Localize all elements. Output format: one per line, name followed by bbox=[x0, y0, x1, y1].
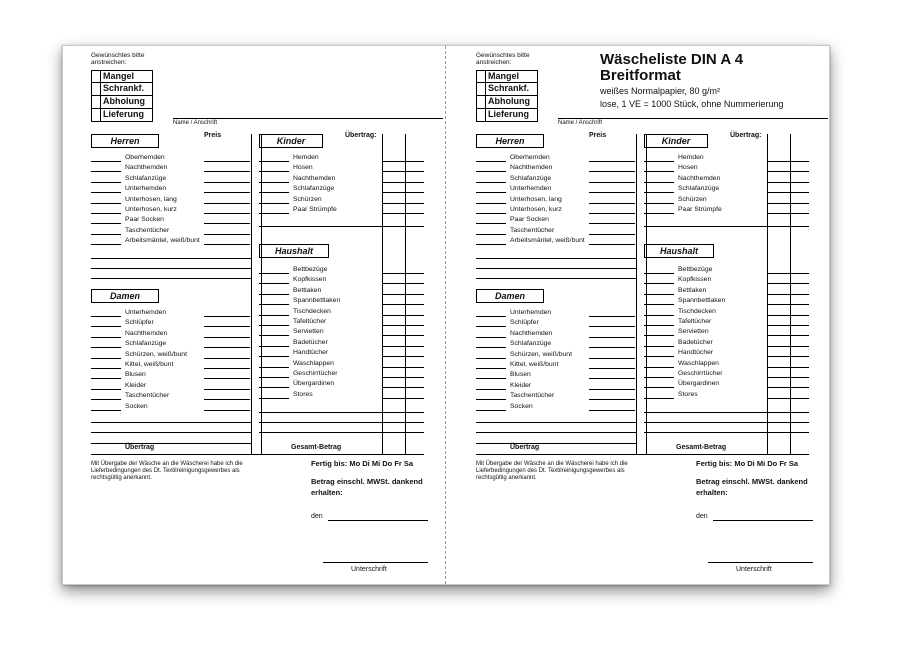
list-item[interactable]: Socken bbox=[91, 402, 251, 412]
list-item[interactable]: Taschentücher bbox=[91, 391, 251, 401]
list-item[interactable]: Schürzen, weiß/bunt bbox=[476, 350, 636, 360]
address-line[interactable] bbox=[173, 118, 443, 119]
address-line[interactable] bbox=[558, 118, 828, 119]
list-item[interactable]: Hosen bbox=[259, 163, 424, 173]
list-item[interactable]: Blusen bbox=[476, 370, 636, 380]
form-title: Wäscheliste DIN A 4 bbox=[600, 51, 744, 68]
laundry-form-sheet bbox=[62, 45, 830, 585]
form-page-right bbox=[468, 46, 840, 584]
list-item[interactable]: Übergardinen bbox=[259, 379, 424, 389]
form-page-left bbox=[83, 46, 455, 584]
list-item[interactable]: Handtücher bbox=[644, 348, 809, 358]
list-item[interactable]: Waschlappen bbox=[259, 359, 424, 369]
list-item[interactable]: Kopfkissen bbox=[259, 275, 424, 285]
list-item[interactable]: Schlüpfer bbox=[91, 318, 251, 328]
list-item[interactable]: Hosen bbox=[644, 163, 809, 173]
list-item[interactable]: Schlafanzüge bbox=[91, 174, 251, 184]
list-item[interactable]: Geschirrtücher bbox=[259, 369, 424, 379]
carryover-label: Übertrag: bbox=[730, 132, 762, 139]
list-item[interactable]: Unterhemden bbox=[91, 184, 251, 194]
date-line bbox=[328, 520, 428, 521]
list-item[interactable]: Tischdecken bbox=[259, 307, 424, 317]
section-haushalt-header: Haushalt bbox=[644, 244, 714, 258]
signature-label: Unterschrift bbox=[351, 566, 387, 573]
fertig-bis-days: Fertig bis: Mo Di Mi Do Fr Sa bbox=[311, 459, 414, 468]
list-item[interactable]: Servietten bbox=[259, 327, 424, 337]
list-item[interactable]: Unterhosen, kurz bbox=[91, 205, 251, 215]
list-item[interactable]: Tischdecken bbox=[644, 307, 809, 317]
list-item[interactable]: Unterhemden bbox=[476, 184, 636, 194]
list-item[interactable]: Kittel, weiß/bunt bbox=[476, 360, 636, 370]
signature-label: Unterschrift bbox=[736, 566, 772, 573]
option-schrankfertig[interactable]: Schrankf. bbox=[91, 83, 153, 96]
terms-text: Mit Übergabe der Wäsche an die Wäscherei habe ich die Lieferbedingungen des Dt. Textilreinigungsgewerbes als rechtsgültig anerkannt. bbox=[476, 461, 628, 481]
list-item[interactable]: Unterhosen, lang bbox=[476, 195, 636, 205]
list-item[interactable]: Handtücher bbox=[259, 348, 424, 358]
section-damen-header: Damen bbox=[476, 289, 544, 303]
list-item[interactable]: Bettbezüge bbox=[644, 265, 809, 275]
section-herren-header: Herren bbox=[91, 134, 159, 148]
option-mangel[interactable]: Mangel bbox=[476, 70, 538, 83]
list-item[interactable]: Oberhemden bbox=[91, 153, 251, 163]
terms-text: Mit Übergabe der Wäsche an die Wäscherei habe ich die Lieferbedingungen des Dt. Textilreinigungsgewerbes als rechtsgültig anerkannt. bbox=[91, 461, 243, 481]
list-item[interactable]: Arbeitsmäntel, weiß/bunt bbox=[91, 236, 251, 246]
list-item[interactable]: Schlafanzüge bbox=[644, 184, 809, 194]
option-abholung[interactable]: Abholung bbox=[476, 96, 538, 109]
list-item[interactable]: Nachthemden bbox=[644, 174, 809, 184]
option-lieferung[interactable]: Lieferung bbox=[91, 109, 153, 122]
price-column-label: Preis bbox=[589, 132, 607, 139]
section-kinder-header: Kinder bbox=[644, 134, 708, 148]
choose-label: Gewünschtes bitte anstreichen: bbox=[91, 52, 145, 66]
haushalt-items bbox=[644, 265, 809, 400]
choose-label: Gewünschtes bitte anstreichen: bbox=[476, 52, 530, 66]
list-item[interactable]: Schürzen bbox=[644, 195, 809, 205]
date-label: den bbox=[696, 513, 708, 520]
list-item[interactable]: Nachthemden bbox=[476, 329, 636, 339]
section-herren-header: Herren bbox=[476, 134, 544, 148]
signature-line bbox=[323, 562, 428, 563]
list-item[interactable]: Schürzen, weiß/bunt bbox=[91, 350, 251, 360]
list-item[interactable]: Tafeltücher bbox=[259, 317, 424, 327]
list-item[interactable]: Oberhemden bbox=[476, 153, 636, 163]
list-item[interactable]: Unterhosen, kurz bbox=[476, 205, 636, 215]
list-item[interactable]: Badetücher bbox=[259, 338, 424, 348]
list-item[interactable]: Schlafanzüge bbox=[476, 339, 636, 349]
list-item[interactable]: Socken bbox=[476, 402, 636, 412]
option-checkboxes bbox=[91, 70, 153, 122]
list-item[interactable]: Bettbezüge bbox=[259, 265, 424, 275]
list-item[interactable]: Unterhemden bbox=[91, 308, 251, 318]
address-label: Name / Anschrift bbox=[558, 120, 603, 126]
list-item[interactable]: Stores bbox=[644, 390, 809, 400]
list-item[interactable]: Waschlappen bbox=[644, 359, 809, 369]
haushalt-items bbox=[259, 265, 424, 400]
payment-received-label: Betrag einschl. MWSt. dankend erhalten: bbox=[696, 477, 808, 497]
list-item[interactable]: Bettlaken bbox=[644, 286, 809, 296]
packaging-spec: lose, 1 VE = 1000 Stück, ohne Nummerierung bbox=[600, 99, 784, 109]
list-item[interactable]: Kleider bbox=[91, 381, 251, 391]
list-item[interactable]: Nachthemden bbox=[259, 174, 424, 184]
paper-spec: weißes Normalpapier, 80 g/m² bbox=[600, 86, 721, 96]
list-item[interactable]: Hemden bbox=[644, 153, 809, 163]
list-item[interactable]: Übergardinen bbox=[644, 379, 809, 389]
form-subtitle: Breitformat bbox=[600, 67, 681, 84]
list-item[interactable]: Schlüpfer bbox=[476, 318, 636, 328]
uebertrag-label: Übertrag bbox=[125, 444, 155, 451]
uebertrag-label: Übertrag bbox=[510, 444, 540, 451]
list-item[interactable]: Schlafanzüge bbox=[91, 339, 251, 349]
list-item[interactable]: Arbeitsmäntel, weiß/bunt bbox=[476, 236, 636, 246]
section-damen-header: Damen bbox=[91, 289, 159, 303]
date-line bbox=[713, 520, 813, 521]
list-item[interactable]: Servietten bbox=[644, 327, 809, 337]
list-item[interactable]: Hemden bbox=[259, 153, 424, 163]
list-item[interactable]: Schlafanzüge bbox=[476, 174, 636, 184]
list-item[interactable]: Schlafanzüge bbox=[259, 184, 424, 194]
list-item[interactable]: Stores bbox=[259, 390, 424, 400]
list-item[interactable]: Paar Socken bbox=[476, 215, 636, 225]
list-item[interactable]: Kittel, weiß/bunt bbox=[91, 360, 251, 370]
list-item[interactable]: Paar Strümpfe bbox=[259, 205, 424, 215]
gesamt-betrag-label: Gesamt-Betrag bbox=[676, 444, 727, 451]
list-item[interactable]: Nachthemden bbox=[91, 329, 251, 339]
payment-received-label: Betrag einschl. MWSt. dankend erhalten: bbox=[311, 477, 423, 497]
list-item[interactable]: Nachthemden bbox=[91, 163, 251, 173]
fertig-bis-days: Fertig bis: Mo Di Mi Do Fr Sa bbox=[696, 459, 799, 468]
carryover-label: Übertrag: bbox=[345, 132, 377, 139]
herren-items bbox=[476, 153, 636, 247]
kinder-items bbox=[644, 153, 809, 215]
list-item[interactable]: Paar Socken bbox=[91, 215, 251, 225]
list-item[interactable]: Kopfkissen bbox=[644, 275, 809, 285]
section-kinder-header: Kinder bbox=[259, 134, 323, 148]
damen-items bbox=[91, 308, 251, 412]
kinder-items bbox=[259, 153, 424, 215]
signature-line bbox=[708, 562, 813, 563]
list-item[interactable]: Paar Strümpfe bbox=[644, 205, 809, 215]
list-item[interactable]: Taschentücher bbox=[476, 391, 636, 401]
list-item[interactable]: Kleider bbox=[476, 381, 636, 391]
list-item[interactable]: Blusen bbox=[91, 370, 251, 380]
gesamt-betrag-label: Gesamt-Betrag bbox=[291, 444, 342, 451]
list-item[interactable]: Schürzen bbox=[259, 195, 424, 205]
list-item[interactable]: Spannbettlaken bbox=[259, 296, 424, 306]
section-haushalt-header: Haushalt bbox=[259, 244, 329, 258]
list-item[interactable]: Tafeltücher bbox=[644, 317, 809, 327]
price-column-label: Preis bbox=[204, 132, 222, 139]
list-item[interactable]: Unterhemden bbox=[476, 308, 636, 318]
option-lieferung[interactable]: Lieferung bbox=[476, 109, 538, 122]
list-item[interactable]: Taschentücher bbox=[476, 226, 636, 236]
option-checkboxes bbox=[476, 70, 538, 122]
address-label: Name / Anschrift bbox=[173, 120, 218, 126]
list-item[interactable]: Nachthemden bbox=[476, 163, 636, 173]
list-item[interactable]: Badetücher bbox=[644, 338, 809, 348]
list-item[interactable]: Unterhosen, lang bbox=[91, 195, 251, 205]
list-item[interactable]: Spannbettlaken bbox=[644, 296, 809, 306]
option-abholung[interactable]: Abholung bbox=[91, 96, 153, 109]
list-item[interactable]: Geschirrtücher bbox=[644, 369, 809, 379]
herren-items bbox=[91, 153, 251, 247]
option-schrankfertig[interactable]: Schrankf. bbox=[476, 83, 538, 96]
list-item[interactable]: Bettlaken bbox=[259, 286, 424, 296]
damen-items bbox=[476, 308, 636, 412]
list-item[interactable]: Taschentücher bbox=[91, 226, 251, 236]
date-label: den bbox=[311, 513, 323, 520]
option-mangel[interactable]: Mangel bbox=[91, 70, 153, 83]
